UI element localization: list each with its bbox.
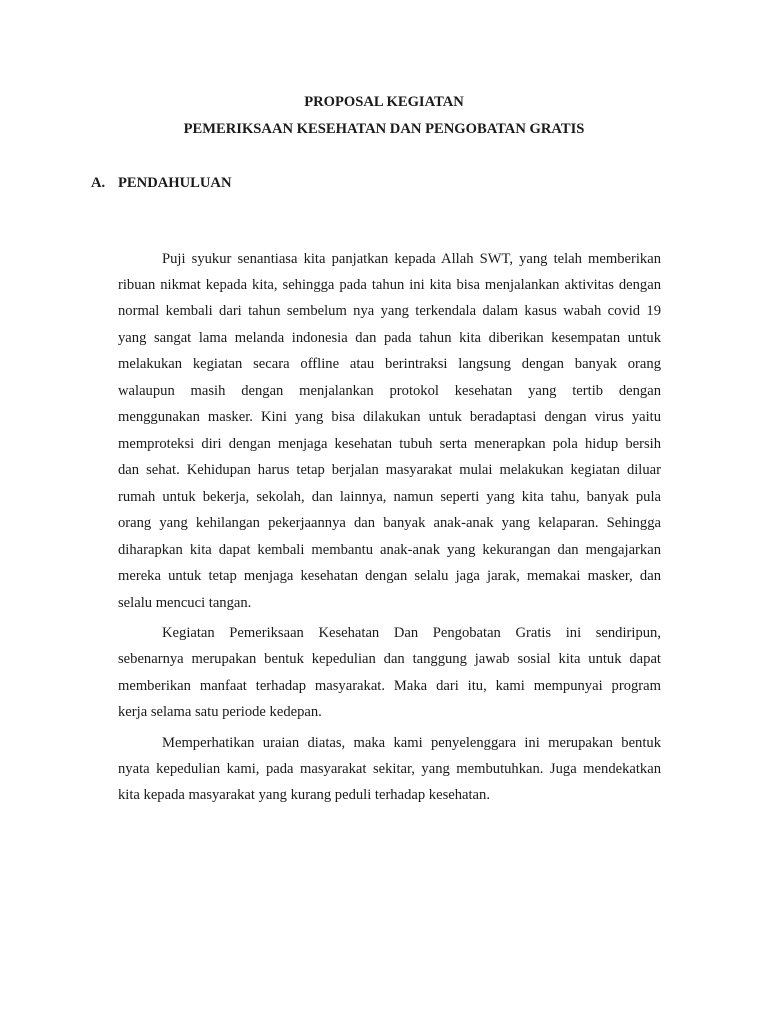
paragraph-line: menggunakan masker. Kini yang bisa dilakukan untuk beradaptasi dengan virus yaitu: [118, 409, 661, 425]
paragraph-line: walaupun masih dengan menjalankan protokol kesehatan yang tertib dengan: [118, 383, 661, 399]
paragraph-line: sebenarnya merupakan bentuk kepedulian dan tanggung jawab sosial kita untuk dapat: [118, 651, 661, 667]
paragraph-line: dan sehat. Kehidupan harus tetap berjalan masyarakat mulai melakukan kegiatan diluar: [118, 462, 661, 478]
paragraph-line: rumah untuk bekerja, sekolah, dan lainnya, namun seperti yang kita tahu, banyak pula: [118, 489, 661, 505]
paragraph-line: selalu mencuci tangan.: [118, 595, 252, 611]
paragraph-line: Kegiatan Pemeriksaan Kesehatan Dan Pengobatan Gratis ini sendiripun,: [162, 625, 661, 641]
paragraph-line: nyata kepedulian kami, pada masyarakat sekitar, yang membutuhkan. Juga mendekatkan: [118, 761, 661, 777]
paragraph-line: Memperhatikan uraian diatas, maka kami penyelenggara ini merupakan bentuk: [162, 735, 661, 751]
paragraph-line: mereka untuk tetap menjaga kesehatan dengan selalu jaga jarak, memakai masker, dan: [118, 568, 661, 584]
paragraph-line: memproteksi diri dengan menjaga kesehatan tubuh serta menerapkan pola hidup bersih: [118, 436, 661, 452]
paragraph-line: kerja selama satu periode kedepan.: [118, 704, 322, 720]
section-number: A.: [91, 175, 106, 191]
paragraph-line: melakukan kegiatan secara offline atau berintraksi langsung dengan banyak orang: [118, 356, 661, 372]
paragraph-line: yang sangat lama melanda indonesia dan pada tahun kita diberikan kesempatan untuk: [118, 330, 661, 346]
paragraph-line: kita kepada masyarakat yang kurang peduli terhadap kesehatan.: [118, 787, 490, 803]
section-heading: PENDAHULUAN: [118, 175, 232, 191]
document-title: PROPOSAL KEGIATAN: [304, 94, 464, 110]
paragraph-line: diharapkan kita dapat kembali membantu anak-anak yang kekurangan dan mengajarkan: [118, 542, 661, 558]
paragraph-line: normal kembali dari tahun sembelum nya yang terkendala dalam kasus wabah covid 19: [118, 303, 661, 319]
paragraph-line: ribuan nikmat kepada kita, sehingga pada tahun ini kita bisa menjalankan aktivitas dengan: [118, 277, 661, 293]
document-subtitle: PEMERIKSAAN KESEHATAN DAN PENGOBATAN GRATIS: [183, 121, 585, 137]
paragraph-line: memberikan manfaat terhadap masyarakat. Maka dari itu, kami mempunyai program: [118, 678, 661, 694]
paragraph-line: orang yang kehilangan pekerjaannya dan banyak anak-anak yang kelaparan. Sehingga: [118, 515, 661, 531]
paragraph-line: Puji syukur senantiasa kita panjatkan kepada Allah SWT, yang telah memberikan: [162, 251, 661, 267]
